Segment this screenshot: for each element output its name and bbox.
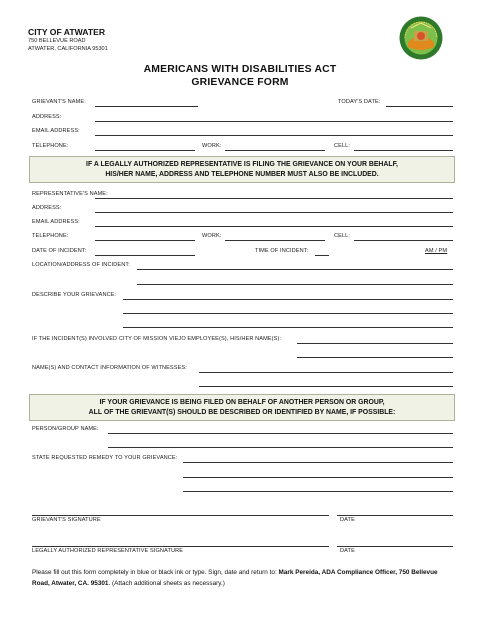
incident-time-field[interactable]	[315, 255, 329, 256]
representative-notice-line1: IF A LEGALLY AUTHORIZED REPRESENTATIVE IS FILING THE GRIEVANCE ON YOUR BEHALF,	[86, 161, 398, 168]
grievant-signature-label: GRIEVANT'S SIGNATURE	[32, 517, 101, 523]
representative-name-label: REPRESENTATIVE'S NAME:	[32, 191, 108, 197]
representative-telephone-label: TELEPHONE:	[32, 233, 69, 239]
representative-work-label: WORK:	[202, 233, 222, 239]
representative-name-field[interactable]	[95, 198, 453, 199]
describe-grievance-field-3[interactable]	[123, 327, 453, 328]
grievant-signature-field[interactable]	[32, 515, 329, 516]
grievant-address-label: ADDRESS:	[32, 114, 62, 120]
incident-date-field[interactable]	[95, 255, 195, 256]
grievant-telephone-field[interactable]	[95, 150, 195, 151]
requested-remedy-field-2[interactable]	[183, 477, 453, 478]
representative-telephone-field[interactable]	[95, 240, 195, 241]
representative-notice-box	[29, 156, 455, 183]
describe-grievance-field-1[interactable]	[123, 299, 453, 300]
grievant-cell-label: CELL:	[334, 143, 351, 149]
incident-time-label: TIME OF INCIDENT:	[255, 248, 309, 254]
todays-date-field[interactable]	[386, 106, 453, 107]
grievant-name-field[interactable]	[95, 106, 198, 107]
return-instructions-text: Please fill out this form completely in blue or black ink or type. Sign, date and return to:	[32, 569, 279, 576]
group-notice-line1: IF YOUR GRIEVANCE IS BEING FILED ON BEHALF OF ANOTHER PERSON OR GROUP,	[99, 399, 385, 406]
return-instructions	[32, 567, 457, 589]
requested-remedy-field-3[interactable]	[183, 491, 453, 492]
form-title-line1: AMERICANS WITH DISABILITIES ACT	[143, 64, 337, 75]
grievant-signature-date-label: DATE	[340, 517, 355, 523]
grievant-telephone-label: TELEPHONE:	[32, 143, 69, 149]
witnesses-field-2[interactable]	[199, 386, 453, 387]
requested-remedy-label: STATE REQUESTED REMEDY TO YOUR GRIEVANCE:	[32, 455, 178, 461]
representative-signature-label: LEGALLY AUTHORIZED REPRESENTATIVE SIGNATURE	[32, 548, 184, 554]
return-contact: Mark Pereida, ADA Compliance Officer, 750 Bellevue Road, Atwater, CA. 95301	[32, 569, 438, 587]
representative-notice-line2: HIS/HER NAME, ADDRESS AND TELEPHONE NUMBER MUST ALSO BE INCLUDED.	[105, 171, 379, 178]
witnesses-field-1[interactable]	[199, 372, 453, 373]
incident-location-field[interactable]	[137, 269, 453, 270]
incident-location-label: LOCATION/ADDRESS OF INCIDENT:	[32, 262, 130, 268]
representative-address-label: ADDRESS:	[32, 205, 62, 211]
grievant-email-field[interactable]	[95, 135, 453, 136]
representative-signature-date-field[interactable]	[337, 546, 453, 547]
representative-email-field[interactable]	[95, 226, 453, 227]
grievant-signature-date-field[interactable]	[337, 515, 453, 516]
city-name: CITY OF ATWATER	[28, 27, 106, 37]
describe-grievance-field-2[interactable]	[123, 313, 453, 314]
representative-signature-field[interactable]	[32, 546, 329, 547]
group-notice-box	[29, 394, 455, 421]
incident-location-field-2[interactable]	[137, 284, 453, 285]
employee-names-label: IF THE INCIDENT(S) INVOLVED CITY OF MISSION VIEJO EMPLOYEE(S), HIS/HER NAME(S):	[32, 336, 282, 342]
grievant-name-label: GRIEVANT'S NAME:	[32, 99, 86, 105]
group-notice-line2: ALL OF THE GRIEVANT(S) SHOULD BE DESCRIBED OR IDENTIFIED BY NAME, IF POSSIBLE:	[88, 409, 396, 416]
representative-signature-date-label: DATE	[340, 548, 355, 554]
representative-address-field[interactable]	[95, 212, 453, 213]
person-group-name-field[interactable]	[108, 433, 453, 434]
grievant-address-field[interactable]	[95, 121, 453, 122]
grievant-email-label: EMAIL ADDRESS:	[32, 128, 80, 134]
form-title-line2: GRIEVANCE FORM	[191, 77, 289, 88]
am-pm-selector[interactable]: AM / PM	[425, 248, 448, 254]
city-state-zip: ATWATER, CALIFORNIA 95301	[28, 46, 108, 52]
person-group-name-label: PERSON/GROUP NAME:	[32, 426, 99, 432]
return-instructions-note: . (Attach additional sheets as necessary.)	[108, 580, 225, 587]
employee-names-field-1[interactable]	[297, 343, 453, 344]
street-address: 750 BELLEVUE ROAD	[28, 38, 86, 44]
describe-grievance-label: DESCRIBE YOUR GRIEVANCE:	[32, 292, 117, 298]
employee-names-field-2[interactable]	[297, 357, 453, 358]
witnesses-label: NAME(S) AND CONTACT INFORMATION OF WITNESSES:	[32, 365, 187, 371]
requested-remedy-field-1[interactable]	[183, 462, 453, 463]
incident-date-label: DATE OF INCIDENT:	[32, 248, 87, 254]
representative-cell-label: CELL:	[334, 233, 351, 239]
todays-date-label: TODAY'S DATE:	[338, 99, 381, 105]
grievant-work-label: WORK:	[202, 143, 222, 149]
person-group-name-field-2[interactable]	[108, 447, 453, 448]
representative-work-field[interactable]	[225, 240, 325, 241]
representative-cell-field[interactable]	[354, 240, 453, 241]
representative-email-label: EMAIL ADDRESS:	[32, 219, 80, 225]
grievant-work-field[interactable]	[225, 150, 325, 151]
grievant-cell-field[interactable]	[354, 150, 453, 151]
city-seal-logo	[399, 16, 443, 60]
